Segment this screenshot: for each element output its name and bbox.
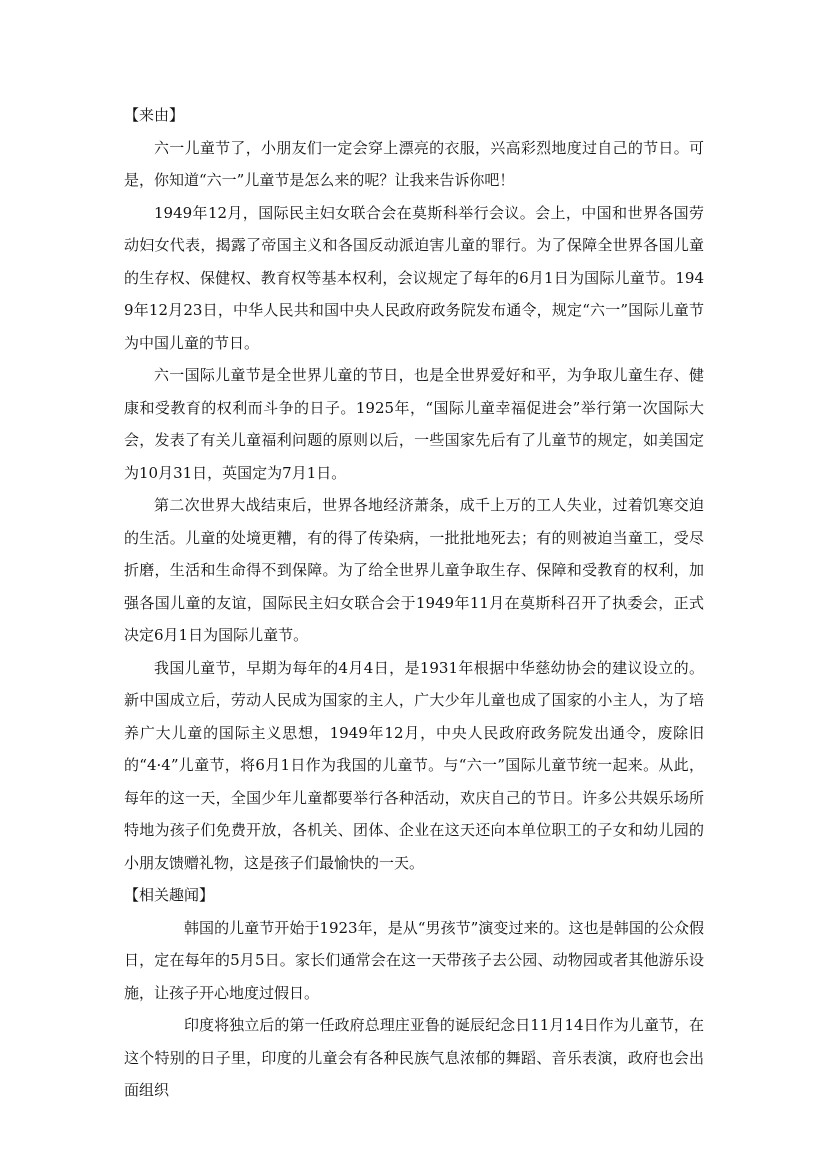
document-page bbox=[124, 99, 704, 1107]
paragraph: 印度将独立后的第一任政府总理庄亚鲁的诞辰纪念日11月14日作为儿童节，在这个特别的日子里，印度的儿童会有各种民族气息浓郁的舞蹈、音乐表演，政府也会出面组织 bbox=[124, 1016, 704, 1099]
section-heading-origin: 【来由】 bbox=[124, 106, 185, 124]
paragraph: 1949年12月，国际民主妇女联合会在莫斯科举行会议。会上，中国和世界各国劳动妇女代表，揭露了帝国主义和各国反动派迫害儿童的罪行。为了保障全世界各国儿童的生存权、保健权、教育权等基本权利，会议规定了每年的6月1日为国际儿童节。1949年12月23日，中华人民共和国中央人民政府政务院发布通令，规定“六一”国际儿童节为中国儿童的节日。 bbox=[124, 203, 704, 352]
paragraph: 我国儿童节，早期为每年的4月4日，是1931年根据中华慈幼协会的建议设立的。新中国成立后，劳动人民成为国家的主人，广大少年儿童也成了国家的小主人，为了培养广大儿童的国际主义思想，1949年12月，中央人民政府政务院发出通令，废除旧的“4·4”儿童节，将6月1日作为我国的儿童节。与“六一”国际儿童节统一起来。从此，每年的这一天，全国少年儿童都要举行各种活动，欢庆自己的节日。许多公共娱乐场所特地为孩子们免费开放，各机关、团体、企业在这天还向本单位职工的子女和幼儿园的小朋友馈赠礼物，这是孩子们最愉快的一天。 bbox=[124, 658, 704, 872]
paragraph: 六一国际儿童节是全世界儿童的节日，也是全世界爱好和平，为争取儿童生存、健康和受教育的权利而斗争的日子。1925年，“国际儿童幸福促进会”举行第一次国际大会，发表了有关儿童福利问题的原则以后，一些国家先后有了儿童节的规定，如美国定为10月31日，英国定为7月1日。 bbox=[124, 366, 704, 482]
section-related-stories bbox=[124, 879, 704, 1107]
section-origin bbox=[124, 99, 704, 879]
section-heading-related-stories: 【相关趣闻】 bbox=[124, 886, 215, 904]
paragraph: 第二次世界大战结束后，世界各地经济萧条，成千上万的工人失业，过着饥寒交迫的生活。儿童的处境更糟，有的得了传染病，一批批地死去；有的则被迫当童工，受尽折磨，生活和生命得不到保障。为了给全世界儿童争取生存、保障和受教育的权利，加强各国儿童的友谊，国际民主妇女联合会于1949年11月在莫斯科召开了执委会，正式决定6月1日为国际儿童节。 bbox=[124, 496, 704, 644]
paragraph: 六一儿童节了，小朋友们一定会穿上漂亮的衣服，兴高彩烈地度过自己的节日。可是，你知道“六一”儿童节是怎么来的呢？让我来告诉你吧！ bbox=[124, 138, 704, 189]
paragraph: 韩国的儿童节开始于1923年，是从“男孩节”演变过来的。这也是韩国的公众假日，定在每年的5月5日。家长们通常会在这一天带孩子去公园、动物园或者其他游乐设施，让孩子开心地度过假日。 bbox=[124, 918, 704, 1002]
